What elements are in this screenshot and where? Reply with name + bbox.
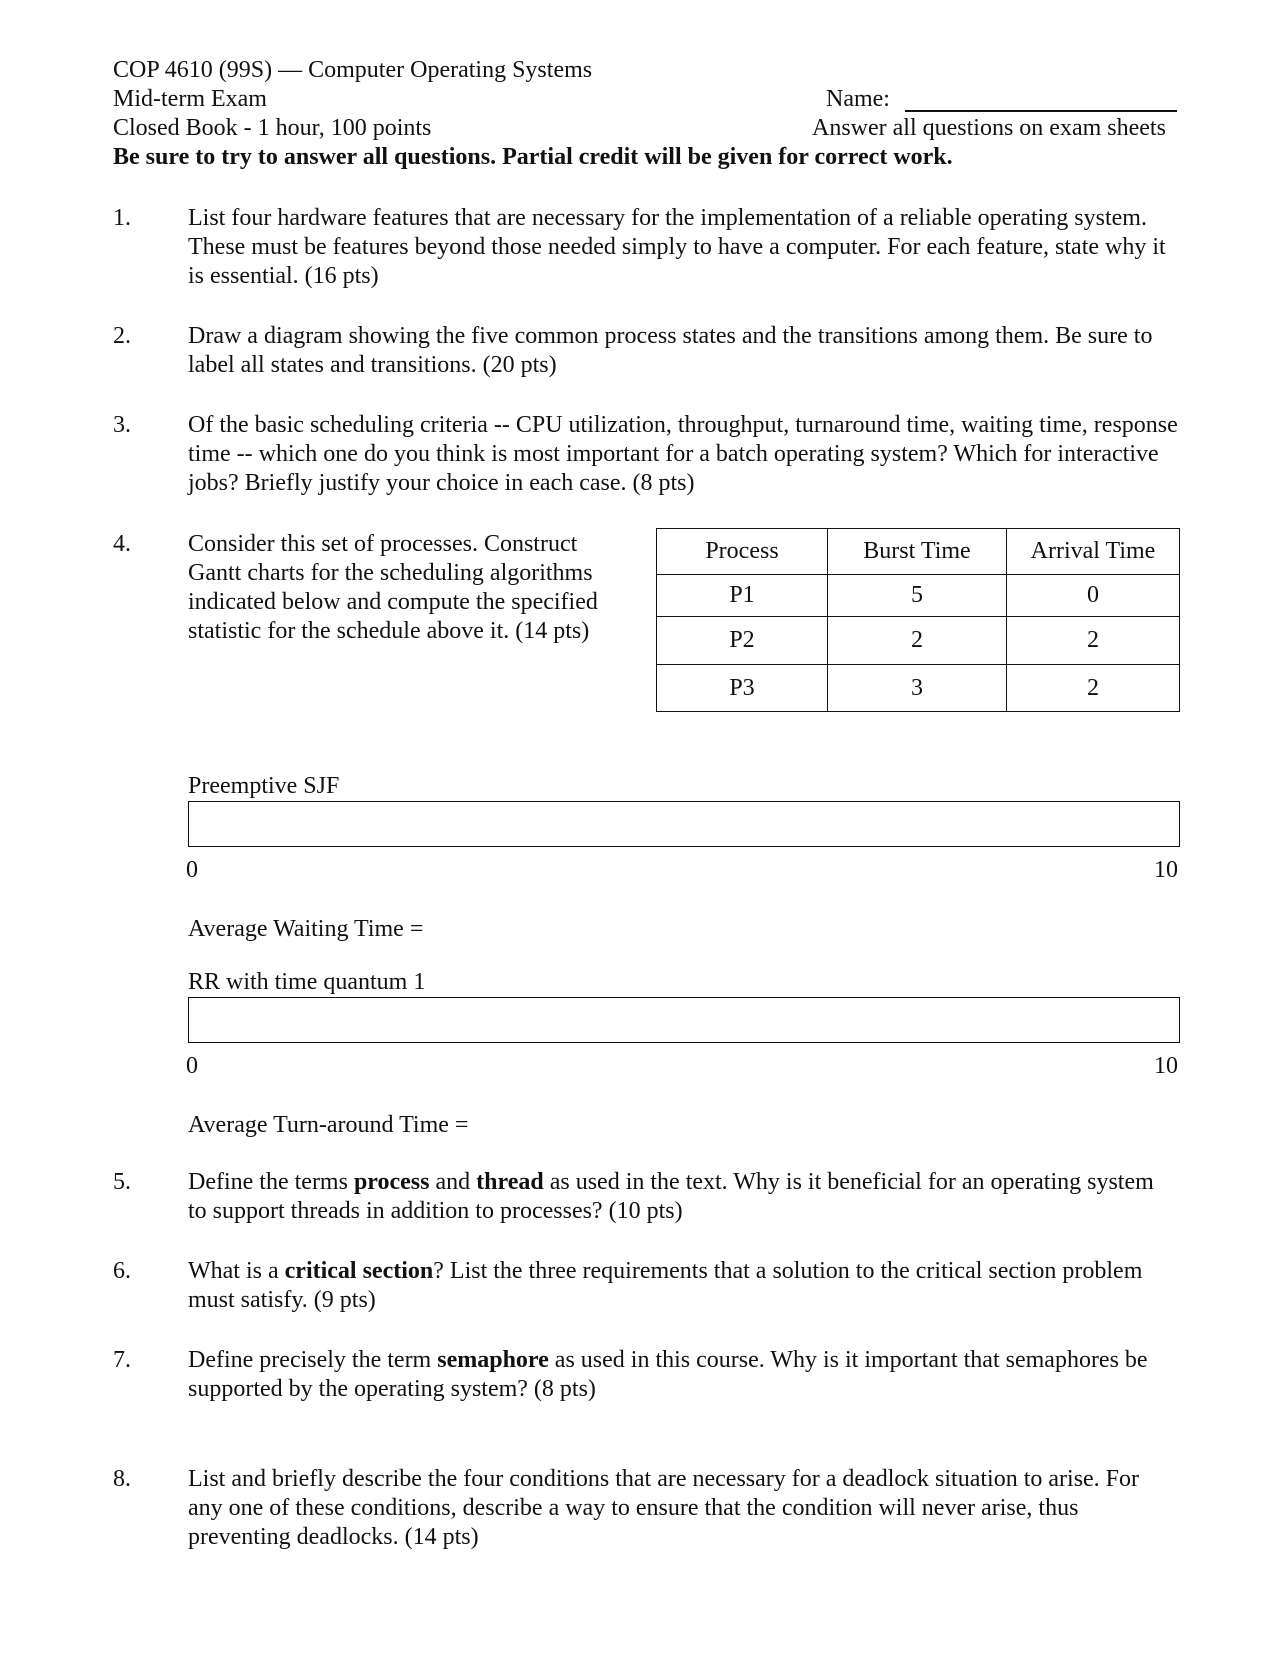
question-text: Of the basic scheduling criteria -- CPU utilization, throughput, turnaround time, waiting time, response time -- which one do you think is most important for a batch operating system? Which for interactive jobs? Briefly justify your choice in each case. (8 pts): [188, 412, 1178, 496]
question-number: 8.: [113, 1466, 131, 1492]
name-blank-line[interactable]: [905, 110, 1177, 112]
gantt-end-tick: 10: [1154, 1053, 1178, 1079]
table-cell: P3: [657, 665, 828, 712]
question-text: Define precisely the term semaphore as used in this course. Why is it important that semaphores be supported by the operating system? (8 pts): [188, 1347, 1148, 1402]
course-title: COP 4610 (99S) — Computer Operating Systems: [113, 57, 593, 83]
question-number: 2.: [113, 323, 131, 349]
question-text: What is a critical section? List the three requirements that a solution to the critical section problem must satisfy. (9 pts): [188, 1258, 1143, 1313]
exam-instruction: Answer all questions on exam sheets: [812, 115, 1166, 141]
column-header: Arrival Time: [1007, 529, 1180, 575]
question-number: 5.: [113, 1169, 131, 1195]
question-text: List and briefly describe the four conditions that are necessary for a deadlock situation to arise. For any one of these conditions, describe a way to ensure that the condition will never arise, thus preventing deadlocks. (14 pts): [188, 1466, 1140, 1550]
process-table: [656, 528, 1180, 712]
exam-note: Be sure to try to answer all questions. Partial credit will be given for correct work.: [113, 144, 953, 170]
question-number: 1.: [113, 205, 131, 231]
table-row: [657, 665, 1180, 712]
question-number: 6.: [113, 1258, 131, 1284]
table-row: [657, 575, 1180, 617]
gantt-start-tick: 0: [186, 857, 198, 883]
question-text: Define the terms process and thread as used in the text. Why is it beneficial for an operating system to support threads in addition to processes? (10 pts): [188, 1169, 1154, 1224]
question-number: 7.: [113, 1347, 131, 1373]
term-critical-section: critical section: [284, 1258, 434, 1284]
name-label: Name:: [826, 86, 890, 112]
table-cell: 2: [828, 617, 1007, 665]
gantt-end-tick: 10: [1154, 857, 1178, 883]
gantt-statistic: Average Waiting Time =: [188, 916, 424, 942]
exam-title: Mid-term Exam: [113, 86, 267, 112]
gantt-chart-box[interactable]: [188, 997, 1180, 1043]
table-cell: 2: [1007, 665, 1180, 712]
gantt-label: RR with time quantum 1: [188, 969, 426, 995]
question-text: List four hardware features that are necessary for the implementation of a reliable operating system. These must be features beyond those needed simply to have a computer. For each feature, state why it is essential. (16 pts): [188, 205, 1166, 289]
exam-format: Closed Book - 1 hour, 100 points: [113, 115, 432, 141]
gantt-statistic: Average Turn-around Time =: [188, 1112, 469, 1138]
term-process: process: [353, 1169, 430, 1195]
table-row: [657, 617, 1180, 665]
gantt-chart-box[interactable]: [188, 801, 1180, 847]
term-thread: thread: [476, 1169, 544, 1195]
table-cell: P2: [657, 617, 828, 665]
question-number: 4.: [113, 531, 131, 557]
term-semaphore: semaphore: [437, 1347, 549, 1373]
table-cell: P1: [657, 575, 828, 617]
table-cell: 2: [1007, 617, 1180, 665]
question-number: 3.: [113, 412, 131, 438]
question-text: Consider this set of processes. Construct Gantt charts for the scheduling algorithms indicated below and compute the specified statistic for the schedule above it. (14 pts): [188, 531, 598, 644]
table-cell: 3: [828, 665, 1007, 712]
table-header-row: [657, 529, 1180, 575]
table-cell: 0: [1007, 575, 1180, 617]
column-header: Burst Time: [828, 529, 1007, 575]
gantt-start-tick: 0: [186, 1053, 198, 1079]
table-cell: 5: [828, 575, 1007, 617]
column-header: Process: [657, 529, 828, 575]
question-text: Draw a diagram showing the five common process states and the transitions among them. Be sure to label all states and transitions. (20 pts): [188, 323, 1153, 378]
gantt-label: Preemptive SJF: [188, 773, 340, 799]
